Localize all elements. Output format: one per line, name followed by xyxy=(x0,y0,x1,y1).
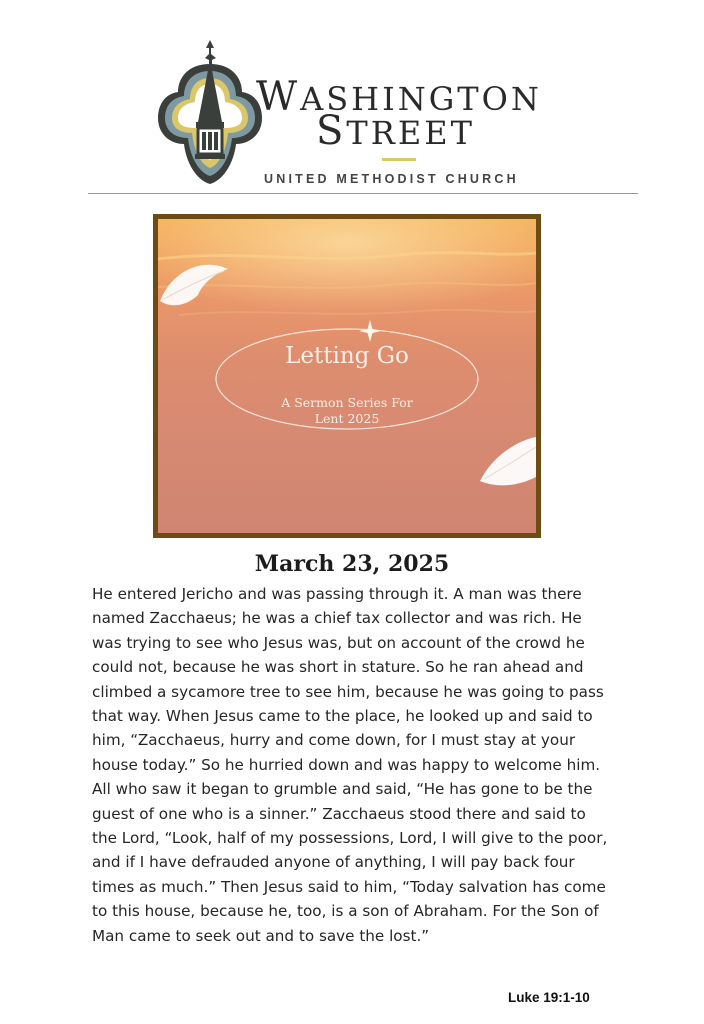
sermon-series-banner xyxy=(153,214,541,538)
church-name-line-1: WASHINGTON xyxy=(256,74,542,120)
header-rule xyxy=(88,193,638,194)
scripture-citation: Luke 19:1-10 xyxy=(508,990,590,1005)
church-header xyxy=(0,0,704,200)
church-name-line-1-rest: ASHINGTON xyxy=(300,80,542,118)
church-tagline: UNITED METHODIST CHURCH xyxy=(264,172,519,186)
banner-subtitle-line-1: A Sermon Series For xyxy=(281,395,413,410)
gold-divider xyxy=(382,158,416,161)
church-name-line-2: STREET xyxy=(316,108,475,154)
banner-artwork xyxy=(158,219,536,533)
sermon-date: March 23, 2025 xyxy=(254,551,450,577)
scripture-passage: He entered Jericho and was passing through it. A man was there named Zacchaeus; he was a chief tax collector and was rich. He was trying to see who Jesus was, but on account of the crowd he could not, because he was short in stature. So he ran ahead and climbed a sycamore tree to see him, because he was going to pass that way. When Jesus came to the place, he looked up and said to him, “Zacchaeus, hurry and come down, for I must stay at your house today.” So he hurried down and was happy to welcome him. All who saw it began to grumble and said, “He has gone to be the guest of one who is a sinner.” Zacchaeus stood there and said to the Lord, “Look, half of my possessions, Lord, I will give to the poor, and if I have defrauded anyone of anything, I will pay back four times as much.” Then Jesus said to him, “Today salvation has come to this house, because he, too, is a son of Abraham. For the Son of Man came to seek out and to save the lost.” xyxy=(92,585,608,945)
steeple-quatrefoil-icon xyxy=(158,38,262,184)
church-name-line-2-rest: TREET xyxy=(346,114,475,152)
banner-title: Letting Go xyxy=(285,343,409,369)
feather-icon-lower xyxy=(480,437,536,485)
banner-subtitle-line-2: Lent 2025 xyxy=(314,411,380,426)
